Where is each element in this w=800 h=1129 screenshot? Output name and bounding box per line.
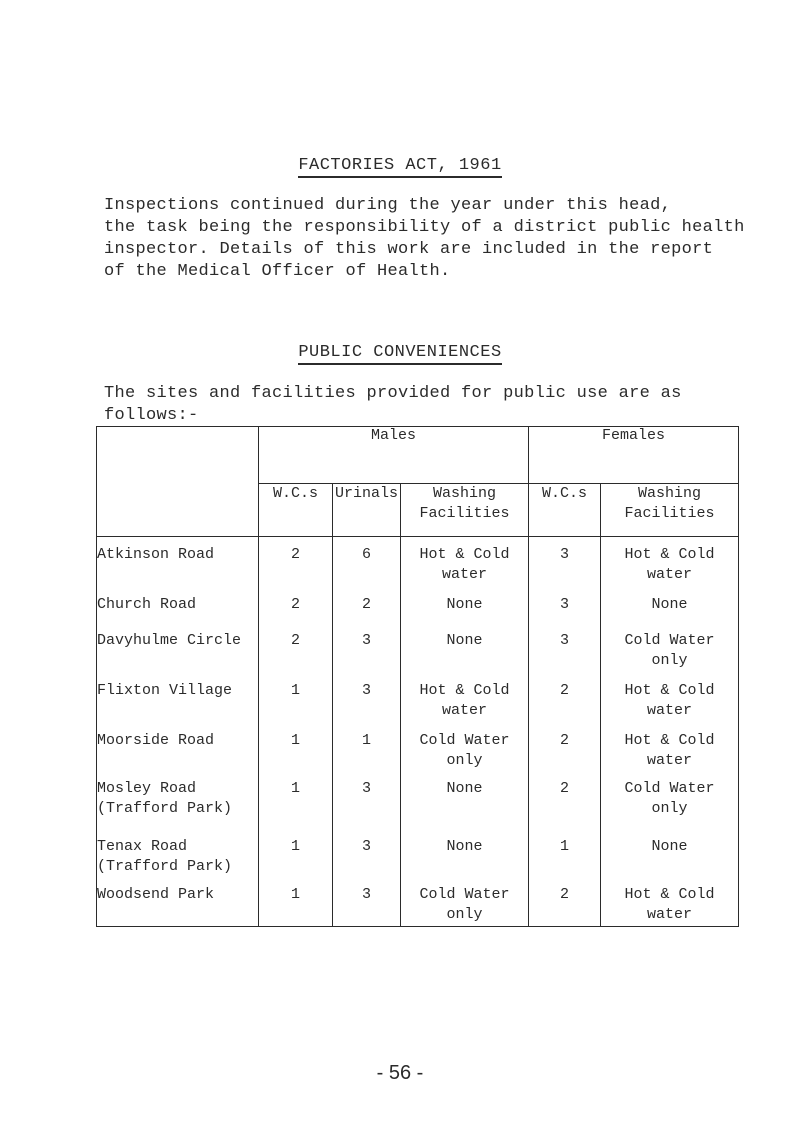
table-body xyxy=(97,537,739,927)
female-wcs-cell: 3 xyxy=(529,537,601,587)
table-row xyxy=(97,673,739,723)
site-cell: Tenax Road (Trafford Park) xyxy=(97,829,259,877)
site-cell: Davyhulme Circle xyxy=(97,623,259,673)
site-column-header xyxy=(97,427,259,537)
male-wcs-cell: 2 xyxy=(259,623,333,673)
male-washing-header: Washing Facilities xyxy=(401,484,529,537)
factories-act-heading xyxy=(0,156,800,175)
male-wcs-header: W.C.s xyxy=(259,484,333,537)
table-row xyxy=(97,537,739,587)
table-row xyxy=(97,723,739,771)
female-washing-cell: None xyxy=(601,587,739,623)
urinals-cell: 6 xyxy=(333,537,401,587)
female-washing-cell: Hot & Cold water xyxy=(601,877,739,927)
public-conveniences-paragraph: The sites and facilities provided for public use are as follows:- xyxy=(104,384,682,425)
table-row xyxy=(97,623,739,673)
table-row xyxy=(97,587,739,623)
female-wcs-header: W.C.s xyxy=(529,484,601,537)
female-washing-cell: Hot & Cold water xyxy=(601,673,739,723)
conveniences-table xyxy=(96,426,739,927)
male-washing-cell: Cold Water only xyxy=(401,877,529,927)
male-wcs-cell: 2 xyxy=(259,537,333,587)
female-wcs-cell: 2 xyxy=(529,877,601,927)
male-wcs-cell: 2 xyxy=(259,587,333,623)
female-wcs-cell: 3 xyxy=(529,623,601,673)
female-wcs-cell: 1 xyxy=(529,829,601,877)
male-wcs-cell: 1 xyxy=(259,877,333,927)
female-washing-cell: Cold Water only xyxy=(601,771,739,829)
site-cell: Flixton Village xyxy=(97,673,259,723)
male-wcs-cell: 1 xyxy=(259,673,333,723)
table-row xyxy=(97,877,739,927)
female-wcs-cell: 2 xyxy=(529,723,601,771)
site-cell: Mosley Road (Trafford Park) xyxy=(97,771,259,829)
females-group-header: Females xyxy=(529,427,739,484)
male-wcs-cell: 1 xyxy=(259,723,333,771)
table-group-header-row xyxy=(97,427,739,484)
urinals-cell: 3 xyxy=(333,877,401,927)
female-wcs-cell: 3 xyxy=(529,587,601,623)
male-washing-cell: None xyxy=(401,587,529,623)
urinals-cell: 1 xyxy=(333,723,401,771)
factories-act-heading-text: FACTORIES ACT, 1961 xyxy=(298,156,501,178)
males-group-header: Males xyxy=(259,427,529,484)
public-conveniences-heading xyxy=(0,343,800,362)
female-washing-cell: None xyxy=(601,829,739,877)
table-row xyxy=(97,771,739,829)
urinals-cell: 3 xyxy=(333,623,401,673)
female-washing-cell: Hot & Cold water xyxy=(601,723,739,771)
urinals-cell: 3 xyxy=(333,771,401,829)
public-conveniences-heading-text: PUBLIC CONVENIENCES xyxy=(298,343,501,365)
site-cell: Atkinson Road xyxy=(97,537,259,587)
female-washing-header: Washing Facilities xyxy=(601,484,739,537)
male-washing-cell: None xyxy=(401,623,529,673)
male-wcs-cell: 1 xyxy=(259,829,333,877)
female-wcs-cell: 2 xyxy=(529,771,601,829)
urinals-cell: 3 xyxy=(333,829,401,877)
male-washing-cell: Cold Water only xyxy=(401,723,529,771)
page-number: - 56 - xyxy=(376,1062,424,1084)
site-cell: Church Road xyxy=(97,587,259,623)
site-cell: Moorside Road xyxy=(97,723,259,771)
urinals-cell: 3 xyxy=(333,673,401,723)
male-washing-cell: Hot & Cold water xyxy=(401,673,529,723)
female-washing-cell: Hot & Cold water xyxy=(601,537,739,587)
female-washing-cell: Cold Water only xyxy=(601,623,739,673)
female-wcs-cell: 2 xyxy=(529,673,601,723)
urinals-cell: 2 xyxy=(333,587,401,623)
male-washing-cell: None xyxy=(401,829,529,877)
male-washing-cell: None xyxy=(401,771,529,829)
male-wcs-cell: 1 xyxy=(259,771,333,829)
urinals-header: Urinals xyxy=(333,484,401,537)
site-cell: Woodsend Park xyxy=(97,877,259,927)
factories-act-paragraph: Inspections continued during the year under this head, the task being the responsibility of a district public health inspector. Details of this work are included in the report of the Medical Officer of Health. xyxy=(104,196,745,281)
table-row xyxy=(97,829,739,877)
male-washing-cell: Hot & Cold water xyxy=(401,537,529,587)
